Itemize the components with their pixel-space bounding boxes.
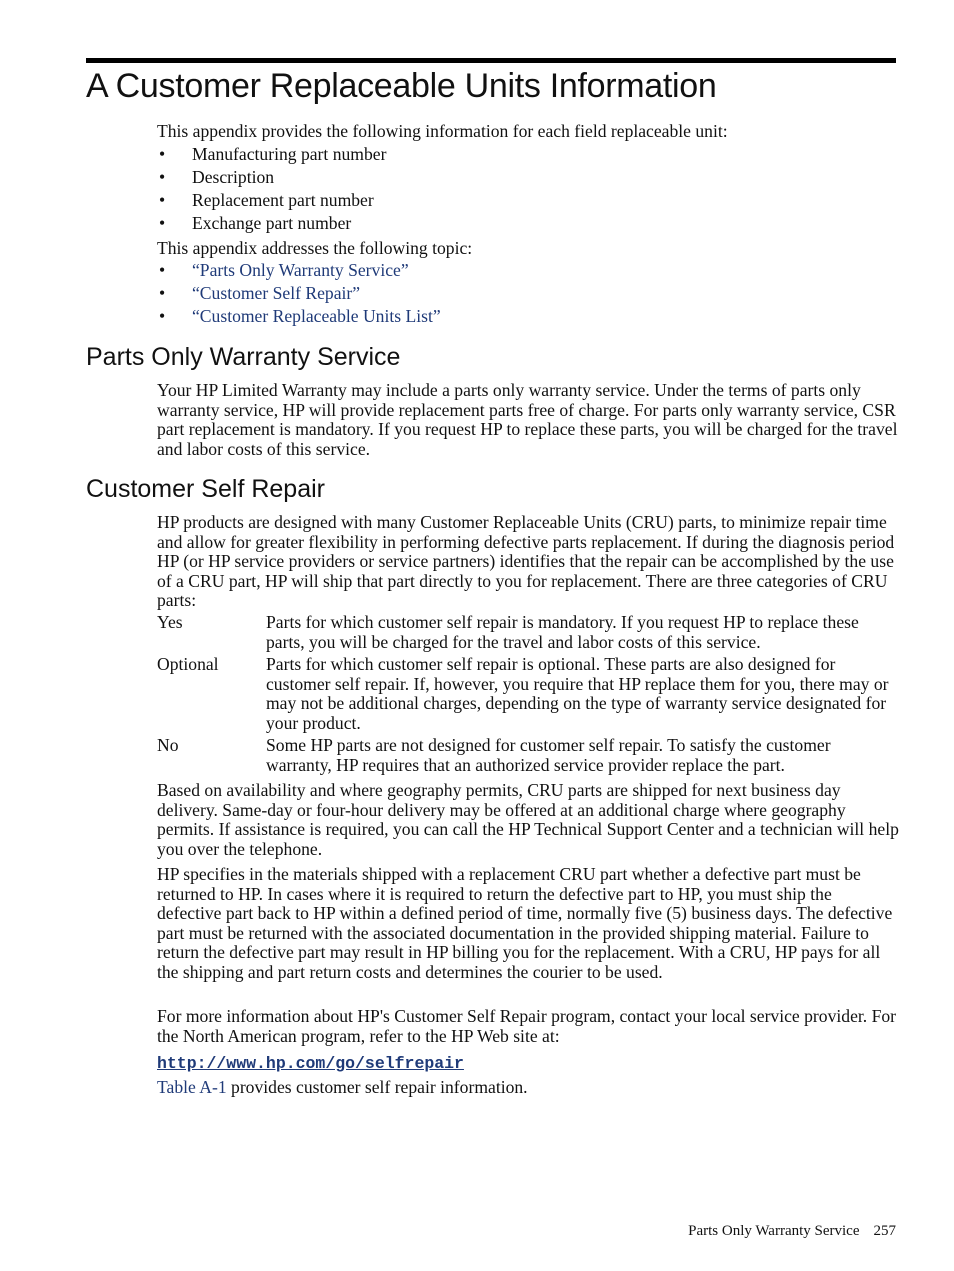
- csr-intro-paragraph: HP products are designed with many Customer Replaceable Units (CRU) parts, to minimize repair time and allow for greater flexibility in performing defective parts replacement. If during the diagnosis period HP (or HP service providers or service partners) identifies that the repair can be accomplished by the use of a CRU part, HP will ship that part directly to you for replacement. There are three categories of CRU parts:: [157, 512, 895, 610]
- heading-customer-self-repair: Customer Self Repair: [86, 475, 325, 503]
- heading-parts-only-warranty: Parts Only Warranty Service: [86, 343, 401, 371]
- bullet-icon: •: [159, 190, 166, 210]
- bullet-icon: •: [159, 213, 166, 233]
- list-item: • Description: [159, 167, 275, 187]
- category-term-yes: Yes: [157, 612, 183, 632]
- page-number: 257: [873, 1223, 896, 1239]
- intro-list: [157, 143, 386, 235]
- link-customer-self-repair[interactable]: “Customer Self Repair”: [192, 283, 361, 303]
- footer-section-title: Parts Only Warranty Service: [688, 1223, 860, 1239]
- table-reference-paragraph: [157, 1078, 899, 1098]
- table-a1-link[interactable]: Table A-1: [157, 1077, 227, 1097]
- table-reference-text: provides customer self repair information.: [226, 1077, 528, 1097]
- warranty-paragraph: Your HP Limited Warranty may include a parts only warranty service. Under the terms of parts only warranty service, HP will provide replacement parts free of charge. For parts only warranty service, CSR part replacement is mandatory. If you request HP to replace these parts, you will be charged for the travel and labor costs of this service.: [157, 380, 898, 459]
- bullet-icon: •: [159, 283, 166, 303]
- list-item: [157, 259, 441, 282]
- category-definition-optional: Parts for which customer self repair is optional. These parts are also designed for customer self repair. If, however, you require that HP replace them for you, there may or may not be additional charges, depending on the type of warranty service designated for your product.: [266, 654, 889, 733]
- page-footer: [688, 1222, 896, 1240]
- topics-list: [157, 259, 441, 328]
- list-item: • Manufacturing part number: [159, 144, 387, 164]
- bullet-icon: •: [159, 144, 166, 164]
- return-paragraph: HP specifies in the materials shipped with a replacement CRU part whether a defective part must be returned to HP. In cases where it is required to return the defective part to HP, you must ship the defective part back to HP within a defined period of time, normally five (5) business days. The defective part must be returned with the associated documentation in the provided shipping material. Failure to return the defective part may result in HP billing you for the replacement. With a CRU, HP pays for all the shipping and part return costs and determines the courier to be used.: [157, 864, 893, 982]
- selfrepair-url-link[interactable]: http://www.hp.com/go/selfrepair: [157, 1054, 464, 1073]
- availability-paragraph: Based on availability and where geography permits, CRU parts are shipped for next business day delivery. Same-day or four-hour delivery may be offered at an additional charge where geography permits. If assistance is required, you can call the HP Technical Support Center and a technician will help you over the telephone.: [157, 780, 899, 859]
- list-item: [157, 282, 441, 305]
- link-parts-only-warranty[interactable]: “Parts Only Warranty Service”: [192, 260, 409, 280]
- intro-text: This appendix provides the following information for each field replaceable unit:: [157, 121, 728, 141]
- title-rule: [86, 58, 896, 63]
- page-title: A Customer Replaceable Units Information: [86, 67, 717, 105]
- more-info-paragraph: For more information about HP's Customer Self Repair program, contact your local service provider. For the North American program, refer to the HP Web site at:: [157, 1006, 897, 1046]
- bullet-icon: •: [159, 260, 166, 280]
- category-definition-no: Some HP parts are not designed for customer self repair. To satisfy the customer warranty, HP requires that an authorized service provider replace the part.: [266, 735, 831, 775]
- category-term-optional: Optional: [157, 654, 219, 674]
- link-cru-list[interactable]: “Customer Replaceable Units List”: [192, 306, 441, 326]
- category-term-no: No: [157, 735, 179, 755]
- bullet-icon: •: [159, 167, 166, 187]
- list-item: • Replacement part number: [159, 190, 374, 210]
- category-definition-yes: Parts for which customer self repair is mandatory. If you request HP to replace these parts, you will be charged for the travel and labor costs of this service.: [266, 612, 859, 652]
- topics-text: This appendix addresses the following topic:: [157, 238, 473, 258]
- bullet-icon: •: [159, 306, 166, 326]
- list-item: • Exchange part number: [159, 213, 352, 233]
- list-item: [157, 305, 441, 328]
